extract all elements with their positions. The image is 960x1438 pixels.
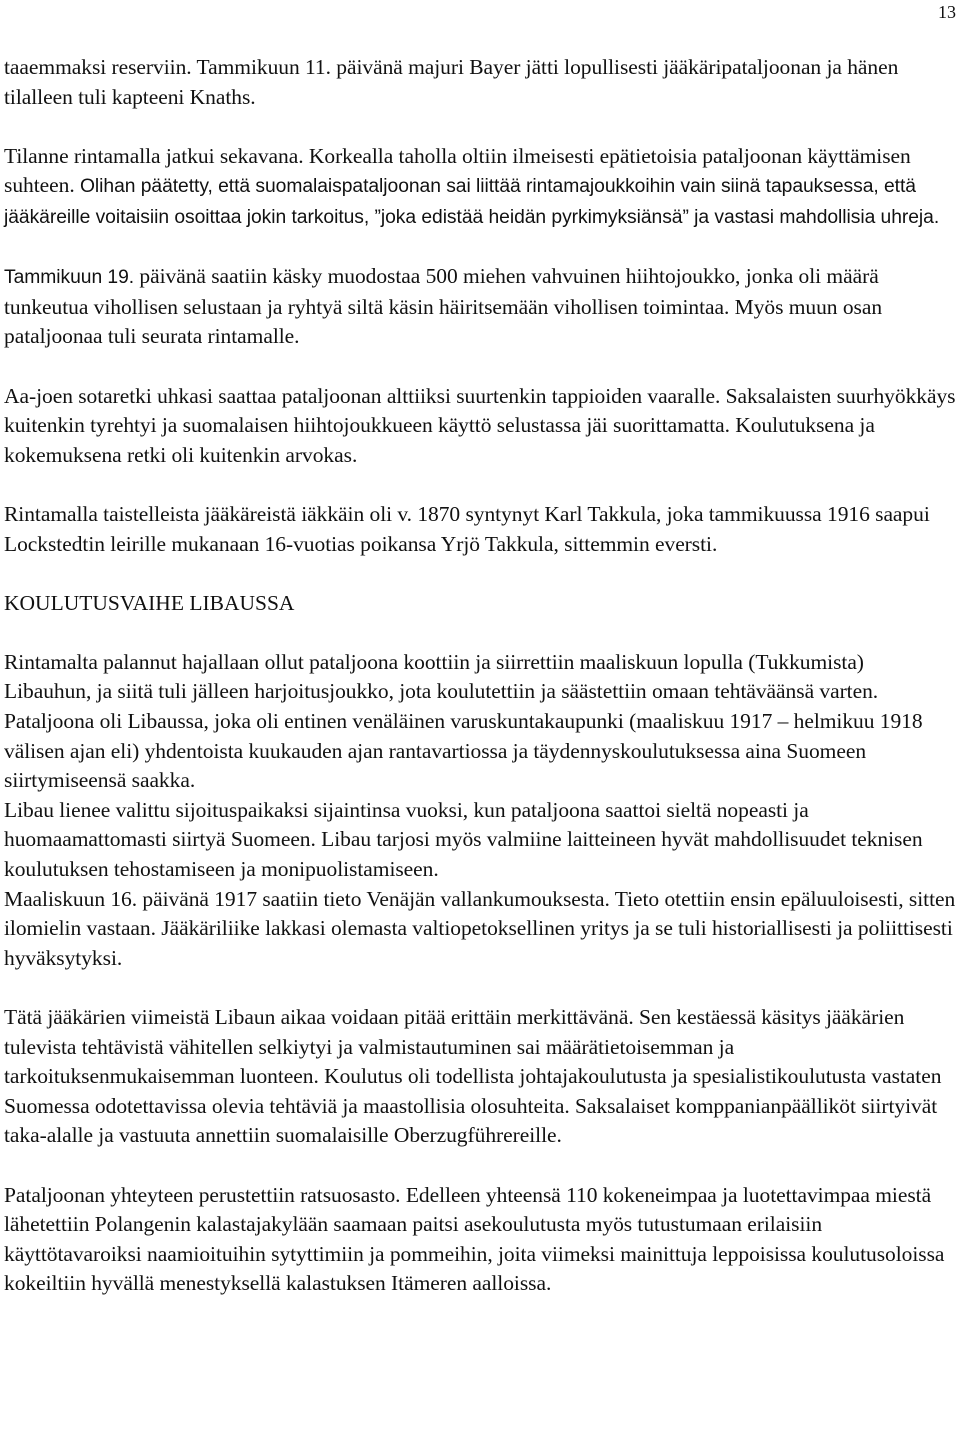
- page-number: 13: [938, 2, 956, 22]
- section-heading: KOULUTUSVAIHE LIBAUSSA: [4, 590, 295, 615]
- paragraph-aa-river: Aa-joen sotaretki uhkasi saattaa pataljoonan alttiiksi suurtenkin tappioiden vaaralle. Saksalaisten suurhyökkäys kuitenkin tyrehtyi ja suomalaisen hiihtojoukkueen käyttö selustassa jäi suorittamatta. Koulutuksena ja kokemuksena retki oli kuitenkin arvokas.: [4, 383, 956, 467]
- paragraph-final-libau-time: Tätä jääkärien viimeistä Libaun aikaa voidaan pitää erittäin merkittävänä. Sen kestäessä käsitys jääkärien tulevista tehtävistä vähitellen selkiytyi ja valmistautuminen sai määrätietoisemman ja tarkoituksenmukaisemman luonteen. Koulutus oli todellista johtajakoulutusta ja spesialistikoulutusta vastaten Suomessa odotettavissa olevia tehtäviä ja maastollisia olosuhteita. Saksalaiset komppanianpäälliköt siirtyivät taka-alalle ja vastuuta annettiin suomalaisille Oberzugführereille.: [4, 1005, 942, 1148]
- paragraph-libau-location: Libau lienee valittu sijoituspaikaksi sijaintinsa vuoksi, kun pataljoona saattoi sieltä nopeasti ja huomaamattomasti siirtyä Suomeen. Libau tarjosi myös valmiine laitteineen hyvät mahdollisuudet teknisen koulutuksen tehostamiseen ja monipuolistamiseen.: [4, 797, 923, 882]
- paragraph-ski-troop-sans: Tammikuun 19.: [4, 267, 135, 289]
- paragraph-cavalry-polangen: Pataljoonan yhteyteen perustettiin ratsuosasto. Edelleen yhteensä 110 kokeneimpaa ja luotettavimpaa miestä lähetettiin Polangenin kalastajakylään saamaan paitsi asekoulutusta myös tutustumaan erilaisiin käyttötavaroiksi naamioituihin sytyttimiin ja pommeihin, joita viimeksi mainittuja leppoisissa koulutusoloissa kokeiltiin hyvällä menestyksellä kalastuksen Itämeren aalloissa.: [4, 1182, 945, 1296]
- document-body: [4, 53, 956, 1299]
- paragraph-revolution: Maaliskuun 16. päivänä 1917 saatiin tieto Venäjän vallankumouksesta. Tieto otettiin ensin epäluuloisesti, sitten ilomielin vastaan. Jääkäriliike lakkasi olemasta valtiopetoksellinen yritys ja se tuli historiallisesti ja poliittisesti hyväksytyksi.: [4, 886, 956, 970]
- paragraph-takkula: Rintamalla taistelleista jääkäreistä iäkkäin oli v. 1870 syntynyt Karl Takkula, joka tammikuussa 1916 saapui Lockstedtin leirille mukanaan 16-vuotias poikansa Yrjö Takkula, sittemmin eversti.: [4, 501, 930, 556]
- paragraph-front-situation-sans: Olihan päätetty, että suomalaispataljoonan sai liittää rintamajoukkoihin vain siinä tapauksessa, että jääkäreille voitaisiin osoittaa jokin tarkoitus, ”joka edistää heidän pyrkimyksiänsä” ja vastasi mahdollisia uhreja.: [4, 176, 940, 228]
- paragraph-front-situation-serif: Tilanne rintamalla jatkui sekavana. Korkealla taholla oltiin ilmeisesti epätietoisia pataljoonan käyttämisen suhteen.: [4, 143, 911, 198]
- paragraph-front-situation: [4, 142, 956, 233]
- paragraph-libau-training: Rintamalta palannut hajallaan ollut pataljoona koottiin ja siirrettiin maaliskuun lopulla (Tukkumista) Libauhun, ja siitä tuli jälleen harjoitusjoukko, jota koulutettiin ja säästettiin omaan tehtäväänsä varten. Pataljoona oli Libaussa, joka oli entinen venäläinen varuskuntakaupunki (maaliskuu 1917 – helmikuu 1918 välisen ajan eli) yhdentoista kuukauden ajan rantavartiossa ja täydennyskoulutuksessa aina Suomeen siirtymiseensä saakka.: [4, 649, 923, 793]
- paragraph-ski-troop-serif: päivänä saatiin käsky muodostaa 500 miehen vahvuinen hiihtojoukko, jonka oli määrä tunkeutua vihollisen selustaan ja ryhtyä siltä käsin häiritsemään vihollisen toimintaa. Myös muun osan pataljoonaa tuli seurata rintamalle.: [4, 264, 883, 349]
- paragraph-reserve: taaemmaksi reserviin. Tammikuun 11. päivänä majuri Bayer jätti lopullisesti jääkäripataljoonan ja hänen tilalleen tuli kapteeni Knaths.: [4, 55, 899, 109]
- paragraph-ski-troop: [4, 262, 956, 352]
